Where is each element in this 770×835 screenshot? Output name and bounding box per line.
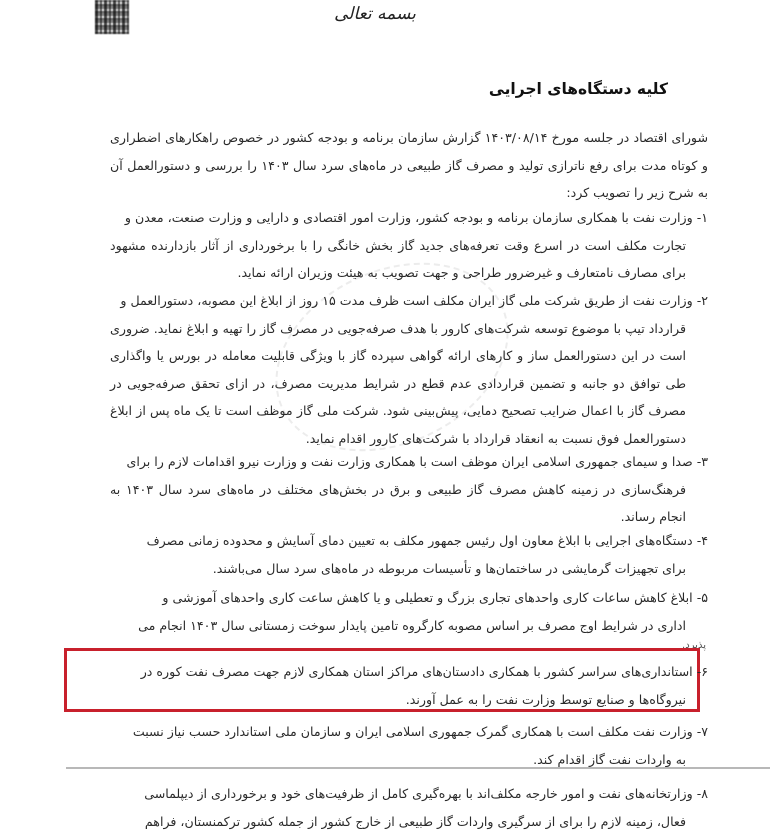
addressee-heading: کلیه دستگاه‌های اجرایی [489, 80, 668, 98]
item-number: ۱- [697, 210, 708, 225]
directive-item-5 [110, 584, 708, 639]
directive-item-7 [110, 718, 708, 773]
item-body: قرارداد تیپ با موضوع توسعه شرکت‌های کارور با هدف صرفه‌جویی در مصرف گاز را تهیه و ابلاغ نماید. ضروری است در این دستورالعمل ساز و کارهای ارائه گواهی سپرده گاز با ویژگی قابلیت معامله در بورس یا واگذاری طی توافق دو جانبه و تضمین قراردادی عدم قطع در شرایط مدیریت مصرف، در ازای تحقق صرفه‌جویی در مصرف گاز با اعمال ضرایب تصحیح دمایی، پیش‌بینی شود. شرکت ملی گاز موظف است تا یک ماه پس از ابلاغ دستورالعمل فوق نسبت به انعقاد قرارداد با شرکت‌های کارور اقدام نماید. [110, 315, 708, 453]
directive-item-1 [110, 204, 708, 287]
bismillah-heading: بسمه تعالی [330, 4, 420, 24]
item-body: فعال، زمینه لازم را برای از سرگیری واردات گاز طبیعی از خارج کشور از جمله کشور ترکمنستان، فراهم [110, 808, 708, 835]
item-number: ۵- [697, 590, 708, 605]
item-number: ۲- [697, 293, 708, 308]
item-number: ۷- [697, 724, 708, 739]
qr-code-image [95, 0, 129, 34]
item-first-line: وزارت نفت با همکاری سازمان برنامه و بودجه کشور، وزارت امور اقتصادی و دارایی و وزارت صنعت، معدن و [125, 210, 693, 225]
item-body: فرهنگ‌سازی در زمینه کاهش مصرف گاز طبیعی و برق در بخش‌های مختلف در ماه‌های سرد سال ۱۴۰۳ به انجام رساند. [110, 476, 708, 531]
item-body: برای تجهیزات گرمایشی در ساختمان‌ها و تأسیسات مربوطه در ماه‌های سرد سال می‌باشند. [110, 555, 708, 583]
item-first-line: دستگاه‌های اجرایی با ابلاغ معاون اول رئیس جمهور مکلف به تعیین دمای آسایش و محدوده زمانی مصرف [147, 533, 693, 548]
item-number: ۳- [697, 454, 708, 469]
item-first-line: ابلاغ کاهش ساعات کاری واحدهای تجاری بزرگ و تعطیلی و یا کاهش ساعت کاری واحدهای آموزشی و [162, 590, 692, 605]
item-body: تجارت مکلف است در اسرع وقت تعرفه‌های جدید گاز بخش خانگی را با برخورداری از آثار بازدارنده مشهود برای مصارف نامتعارف و غیرضرور طراحی و جهت تصویب به هیئت وزیران ارائه نماید. [110, 232, 708, 287]
directive-item-4 [110, 527, 708, 582]
directive-item-3 [110, 448, 708, 531]
item-number: ۸- [697, 786, 708, 801]
item-first-line: وزارت نفت مکلف است با همکاری گمرک جمهوری اسلامی ایران و سازمان ملی استاندارد حسب نیاز نسبت [133, 724, 693, 739]
intro-paragraph: شورای اقتصاد در جلسه مورخ ۱۴۰۳/۰۸/۱۴ گزارش سازمان برنامه و بودجه کشور در خصوص راهکارهای اضطراری و کوتاه مدت برای رفع ناترازی تولید و مصرف گاز طبیعی در ماه‌های سرد سال ۱۴۰۳ را بررسی و دستورالعمل آن به شرح زیر را تصویب کرد: [110, 124, 708, 207]
page-divider [66, 767, 770, 769]
item-number: ۴- [697, 533, 708, 548]
directive-item-6-highlighted [110, 658, 708, 713]
item-first-line: وزارت نفت از طریق شرکت ملی گاز ایران مکلف است ظرف مدت ۱۵ روز از ابلاغ این مصوبه، دستورالعمل و [120, 293, 692, 308]
item-first-line: استانداری‌های سراسر کشور با همکاری دادستان‌های مراکز استان همکاری لازم جهت مصرف نفت کوره در [141, 664, 693, 679]
directive-item-2 [110, 287, 708, 452]
item-body: نیروگاه‌ها و صنایع توسط وزارت نفت را به عمل آورند. [110, 686, 708, 714]
item-first-line: وزارتخانه‌های نفت و امور خارجه مکلف‌اند با بهره‌گیری کامل از ظرفیت‌های خود و برخورداری از دیپلماسی [144, 786, 692, 801]
item-body: به واردات نفت گاز اقدام کند. [110, 746, 708, 774]
item-number: ۶- [697, 664, 708, 679]
item-first-line: صدا و سیمای جمهوری اسلامی ایران موظف است با همکاری وزارت نفت و وزارت نیرو اقدامات لازم را برای [126, 454, 692, 469]
item-5-trailing-word: پذیرد. [682, 640, 706, 651]
item-body: اداری در شرایط اوج مصرف بر اساس مصوبه کارگروه تامین پایدار سوخت زمستانی سال ۱۴۰۳ انجام می [110, 612, 708, 640]
